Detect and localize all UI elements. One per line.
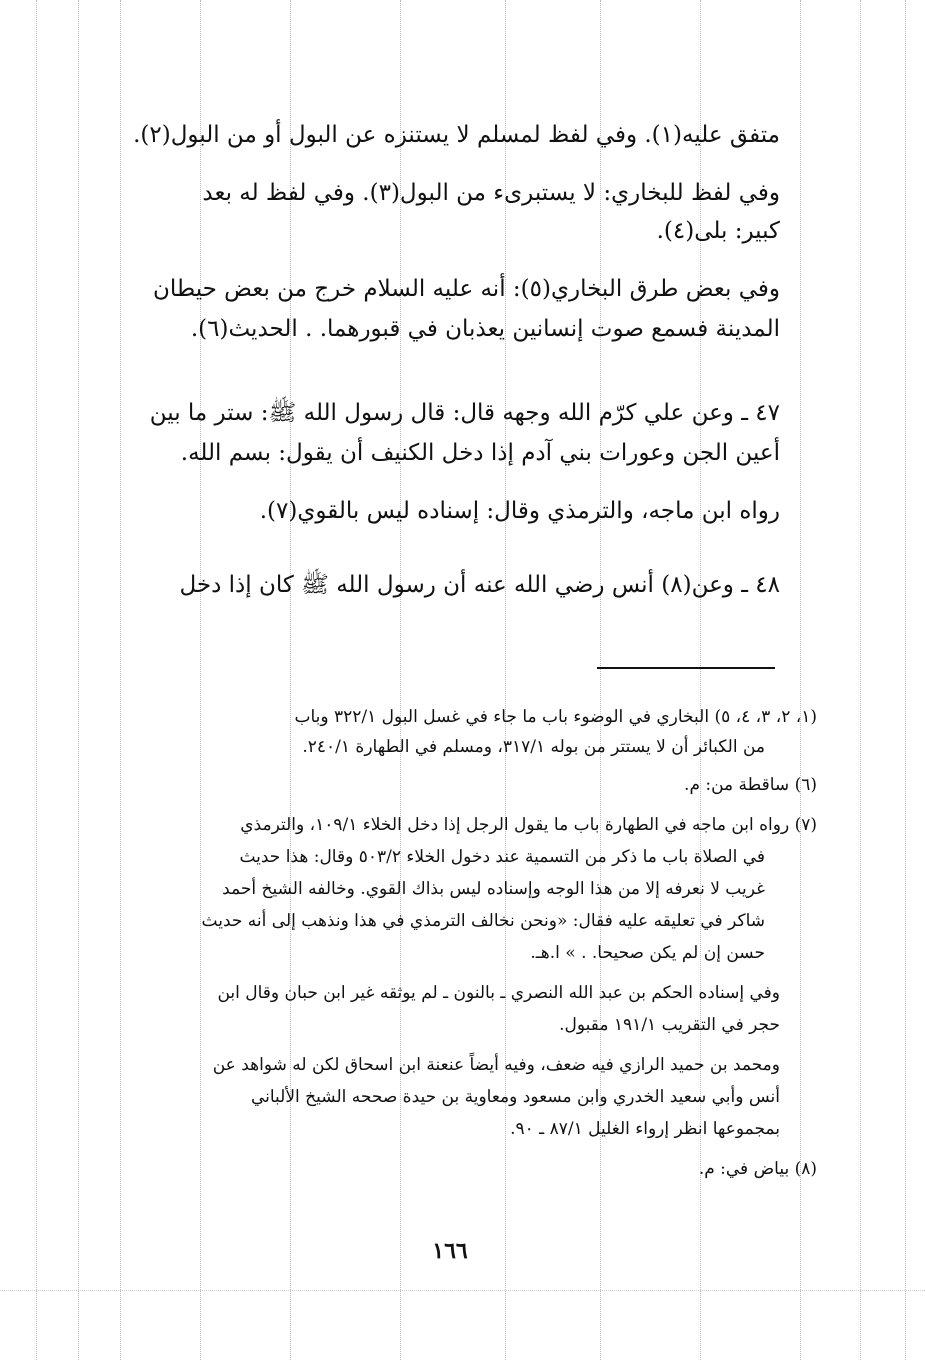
footnote-line: أنس وأبي سعيد الخدري وابن مسعود ومعاوية بن حيدة صححه الشيخ الألباني (250, 1087, 780, 1107)
footnote-separator (597, 667, 775, 669)
footnote-line: غريب لا نعرفه إلا من هذا الوجه وإسناده ليس بذاك القوي. وخالفه الشيخ أحمد (222, 879, 765, 899)
main-text-line: متفق عليه(١). وفي لفظ لمسلم لا يستنزه عن البول أو من البول(٢). (133, 122, 780, 148)
footnote-line: من الكبائر أن لا يستتر من بوله ٣١٧/١، ومسلم في الطهارة ٢٤٠/١. (302, 737, 765, 757)
dotted-rule (860, 0, 861, 1360)
hadith-48-line: ٤٨ ـ وعن(٨) أنس رضي الله عنه أن رسول الله ﷺ كان إذا دخل (179, 572, 780, 598)
main-text-line: المدينة فسمع صوت إنسانين يعذبان في قبورهما. . الحديث(٦). (190, 316, 780, 342)
dotted-rule (36, 0, 37, 1360)
hadith-47-line: أعين الجن وعورات بني آدم إذا دخل الكنيف أن يقول: بسم الله. (180, 440, 780, 466)
footnote-line: في الصلاة باب ما ذكر من التسمية عند دخول الخلاء ٥٠٣/٢ وقال: هذا حديث (239, 847, 765, 867)
page-number: ١٦٦ (432, 1238, 468, 1264)
footnote-line: بمجموعها انظر إرواء الغليل ٨٧/١ ـ ٩٠. (510, 1119, 780, 1139)
footnote-line: حسن إن لم يكن صحيحا. . » ا.هـ. (530, 943, 765, 963)
dotted-rule (905, 0, 906, 1360)
main-text-line: كبير: بلى(٤). (656, 218, 780, 244)
footnote-line: شاكر في تعليقه عليه فقال: «ونحن نخالف الترمذي في هذا ونذهب إلى أنه حديث (201, 911, 765, 931)
main-text-line: وفي بعض طرق البخاري(٥): أنه عليه السلام خرج من بعض حيطان (152, 276, 780, 302)
main-text-line: وفي لفظ للبخاري: لا يستبرىء من البول(٣). وفي لفظ له بعد (202, 180, 780, 206)
footnote-line: حجر في التقريب ١٩١/١ مقبول. (559, 1015, 780, 1035)
dotted-rule (78, 0, 79, 1360)
footnote-line: (١، ٢، ٣، ٤، ٥) البخاري في الوضوء باب ما جاء في غسل البول ٣٢٢/١ وباب (294, 707, 817, 727)
footnote-line: ومحمد بن حميد الرازي فيه ضعف، وفيه أيضاً عنعنة ابن اسحاق لكن له شواهد عن (212, 1055, 780, 1075)
footnote-line: (٧) رواه ابن ماجه في الطهارة باب ما يقول الرجل إذا دخل الخلاء ١٠٩/١، والترمذي (240, 815, 817, 835)
footnote-line: (٨) بياض في: م. (698, 1159, 817, 1179)
hadith-47-source: رواه ابن ماجه، والترمذي وقال: إسناده ليس بالقوي(٧). (259, 498, 780, 524)
footnote-line: (٦) ساقطة من: م. (684, 775, 817, 795)
dotted-rule (0, 1290, 925, 1291)
hadith-47-line: ٤٧ ـ وعن علي كرّم الله وجهه قال: قال رسول الله ﷺ: ستر ما بين (149, 400, 780, 426)
footnote-line: وفي إسناده الحكم بن عبد الله النصري ـ بالنون ـ لم يوثقه غير ابن حبان وقال ابن (217, 983, 780, 1003)
